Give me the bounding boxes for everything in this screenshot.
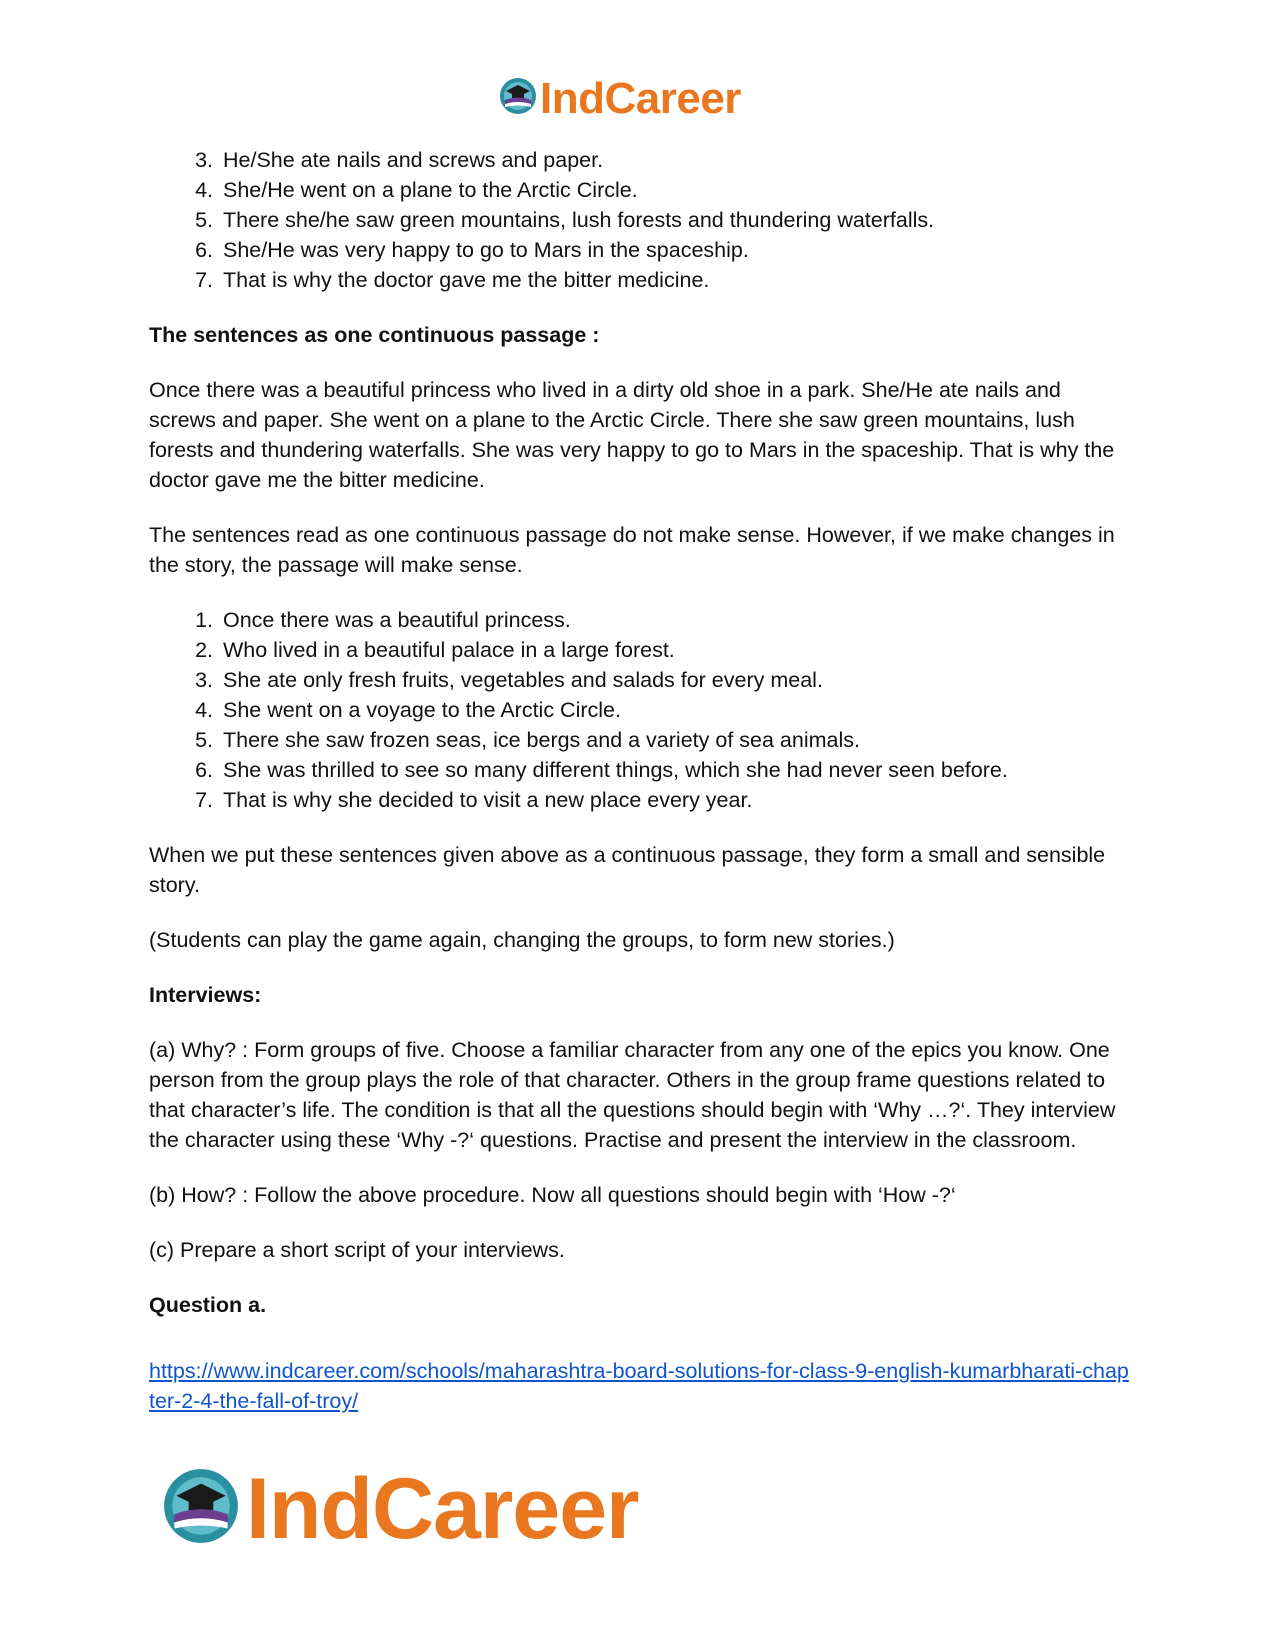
interview-c-paragraph: (c) Prepare a short script of your interviews. — [149, 1238, 565, 1262]
sentence-list-original — [149, 145, 1129, 295]
students-paragraph: (Students can play the game again, changing the groups, to form new stories.) — [149, 928, 895, 952]
list-item: 2. Who lived in a beautiful palace in a large forest. — [195, 638, 675, 662]
interview-a-paragraph: (a) Why? : Form groups of five. Choose a familiar character from any one of the epics you know. One person from the group plays the role of that character. Others in the group frame questions related to that character’s life. The condition is that all the questions should begin with ‘Why …?‘. They interview the character using these ‘Why -?‘ questions. Practise and present the interview in the classroom. — [149, 1038, 1116, 1152]
sense-paragraph: The sentences read as one continuous passage do not make sense. However, if we make changes in the story, the passage will make sense. — [149, 523, 1115, 577]
list-item: 4. She went on a voyage to the Arctic Circle. — [195, 698, 621, 722]
graduate-book-icon — [498, 76, 538, 121]
list-item: 5. There she saw frozen seas, ice bergs and a variety of sea animals. — [195, 728, 860, 752]
story-paragraph: When we put these sentences given above as a continuous passage, they form a small and sensible story. — [149, 843, 1106, 897]
list-item: 7. That is why the doctor gave me the bitter medicine. — [195, 268, 710, 292]
list-item: 7. That is why she decided to visit a new place every year. — [195, 788, 753, 812]
graduate-book-icon — [160, 1465, 242, 1552]
interview-b-paragraph: (b) How? : Follow the above procedure. Now all questions should begin with ‘How -?‘ — [149, 1183, 956, 1207]
logo-text: IndCareer — [540, 73, 741, 123]
document-body — [149, 145, 1129, 1416]
list-item: 6. She/He was very happy to go to Mars in the spaceship. — [195, 238, 749, 262]
list-item: 4. She/He went on a plane to the Arctic Circle. — [195, 178, 638, 202]
list-item: 6. She was thrilled to see so many different things, which she had never seen before. — [195, 758, 1008, 782]
list-item: 3. He/She ate nails and screws and paper. — [195, 148, 604, 172]
passage-heading: The sentences as one continuous passage : — [149, 323, 600, 347]
list-item: 5. There she/he saw green mountains, lush forests and thundering waterfalls. — [195, 208, 935, 232]
passage-paragraph: Once there was a beautiful princess who lived in a dirty old shoe in a park. She/He ate nails and screws and paper. She went on a plane to the Arctic Circle. There she saw green mountains, lush forests and thundering waterfalls. She was very happy to go to Mars in the spaceship. That is why the doctor gave me the bitter medicine. — [149, 378, 1115, 492]
footer-logo — [160, 1460, 639, 1557]
interviews-heading: Interviews: — [149, 983, 262, 1007]
question-heading: Question a. — [149, 1293, 267, 1317]
list-item: 3. She ate only fresh fruits, vegetables and salads for every meal. — [195, 668, 823, 692]
logo-text: IndCareer — [246, 1460, 639, 1557]
sentence-list-revised — [149, 605, 1129, 815]
source-link[interactable]: https://www.indcareer.com/schools/maharashtra-board-solutions-for-class-9-english-kumarbharati-chapter-2-4-the-fall-of-troy/ — [149, 1359, 1129, 1413]
header-logo — [498, 73, 741, 123]
list-item: 1. Once there was a beautiful princess. — [195, 608, 571, 632]
